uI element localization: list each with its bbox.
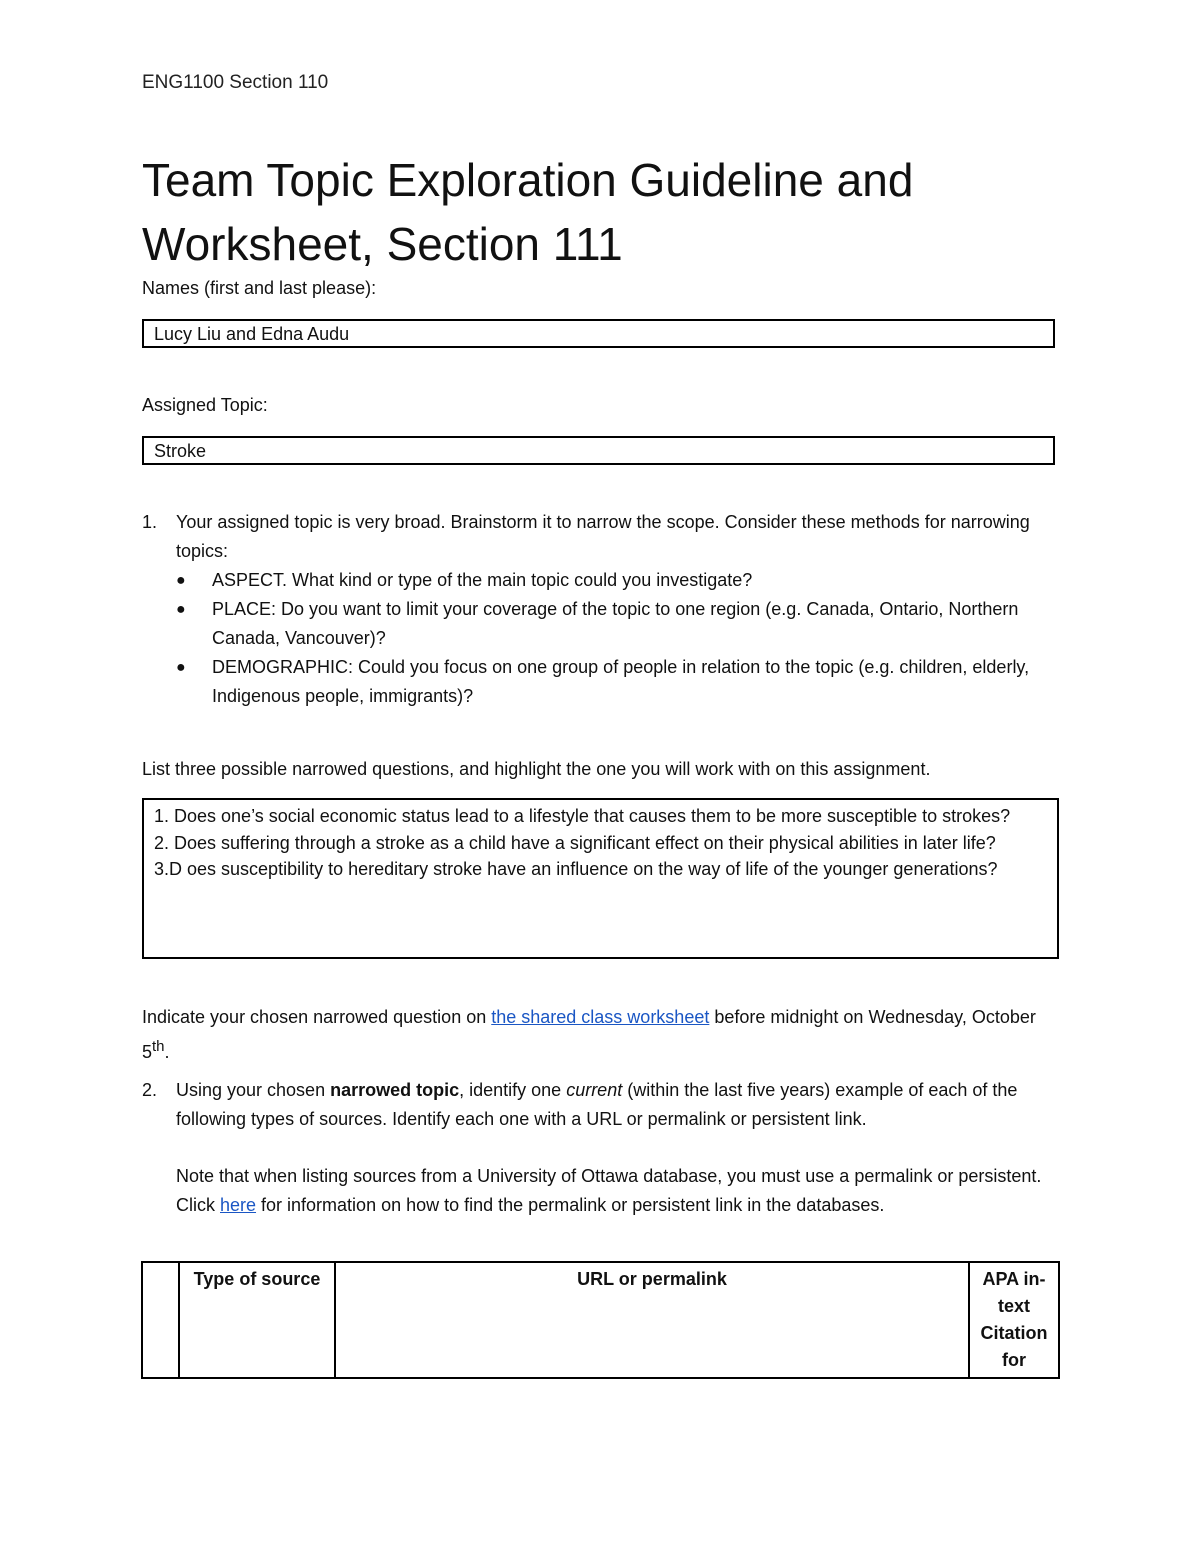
bullet-icon: ● xyxy=(176,572,186,589)
topic-field[interactable] xyxy=(142,436,1055,465)
table-header-cell-url: URL or permalink xyxy=(335,1262,969,1378)
title-line-2: Worksheet, Section 111 xyxy=(142,218,623,270)
question-1 xyxy=(142,508,1057,711)
list-item: ● ASPECT. What kind or type of the main topic could you investigate? xyxy=(176,566,1057,595)
narrowed-questions-box[interactable] xyxy=(142,798,1059,959)
question-2-text: Using your chosen narrowed topic, identify one current (within the last five years) example of each of the following types of sources. Identify each one with a URL or permalink or persistent link. xyxy=(176,1080,1018,1129)
narrowing-methods-list xyxy=(176,566,1057,711)
bullet-icon: ● xyxy=(176,601,186,618)
narrowed-question: 3.D oes susceptibility to hereditary stroke have an influence on the way of life of the younger generations? xyxy=(154,859,998,879)
sources-table xyxy=(141,1261,1060,1379)
table-header-cell-number xyxy=(142,1262,179,1378)
narrowed-questions-instruction: List three possible narrowed questions, and highlight the one you will work with on this assignment. xyxy=(142,759,931,779)
course-header: ENG1100 Section 110 xyxy=(142,72,329,93)
question-2 xyxy=(142,1076,1057,1220)
narrowed-question: 1. Does one’s social economic status lead to a lifestyle that causes them to be more susceptible to strokes? xyxy=(154,806,1011,826)
table-header-cell-type: Type of source xyxy=(179,1262,335,1378)
shared-worksheet-link[interactable]: the shared class worksheet xyxy=(491,1007,710,1027)
names-label: Names (first and last please): xyxy=(142,278,377,298)
title-line-1: Team Topic Exploration Guideline and xyxy=(142,154,914,206)
here-link[interactable]: here xyxy=(220,1195,257,1215)
names-field[interactable] xyxy=(142,319,1055,348)
topic-label: Assigned Topic: xyxy=(142,395,268,415)
shared-worksheet-instruction: Indicate your chosen narrowed question on the shared class worksheet before midnight on Wednesday, October 5th. xyxy=(142,1007,1036,1062)
question-2-number: 2. xyxy=(142,1080,158,1100)
topic-value: Stroke xyxy=(154,441,207,461)
narrowed-question: 2. Does suffering through a stroke as a child have a significant effect on their physical abilities in later life? xyxy=(154,832,996,853)
table-header-row xyxy=(142,1262,1059,1378)
question-1-number: 1. xyxy=(142,512,158,532)
list-item: ● PLACE: Do you want to limit your coverage of the topic to one region (e.g. Canada, Ontario, Northern Canada, Vancouver)? xyxy=(176,595,1057,653)
permalink-note: Note that when listing sources from a University of Ottawa database, you must use a permalink or persistent. Click here for information on how to find the permalink or persistent link in the databases. xyxy=(176,1166,1042,1215)
question-1-text: Your assigned topic is very broad. Brainstorm it to narrow the scope. Consider these methods for narrowing topics: xyxy=(176,512,1030,561)
table-header-cell-apa: APA in-text Citation for xyxy=(969,1262,1059,1378)
document-title xyxy=(142,148,1072,276)
list-item: ● DEMOGRAPHIC: Could you focus on one group of people in relation to the topic (e.g. children, elderly, Indigenous people, immigrants)? xyxy=(176,653,1057,711)
bullet-icon: ● xyxy=(176,659,186,676)
names-value: Lucy Liu and Edna Audu xyxy=(154,324,350,344)
